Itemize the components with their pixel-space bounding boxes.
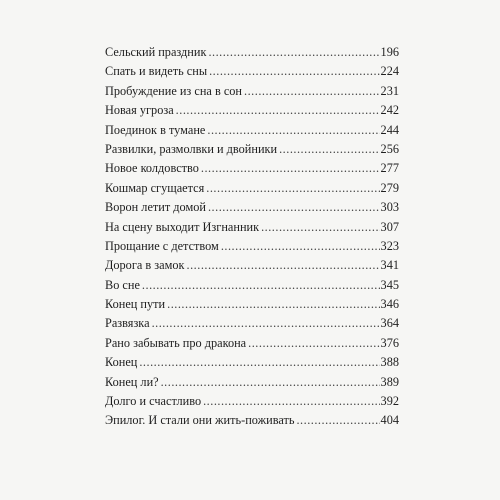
toc-entry-page: 346 [380,297,399,312]
toc-leader-dots [187,258,380,273]
toc-leader-dots [161,375,380,390]
toc-leader-dots [244,84,380,99]
toc-entry-page: 392 [380,394,399,409]
toc-leader-dots [201,161,380,176]
toc-entry [105,220,399,239]
toc-leader-dots [203,394,379,409]
toc-entry-title: Кошмар сгущается [105,180,205,195]
toc-entry [105,181,399,200]
toc-leader-dots [221,239,380,254]
toc-entry-page: 256 [380,141,399,156]
toc-entry-page: 341 [380,258,399,273]
toc-entry-page: 404 [380,413,399,428]
toc-entry-page: 389 [380,374,399,389]
toc-leader-dots [261,220,379,235]
toc-leader-dots [142,278,380,293]
table-of-contents [105,45,399,433]
toc-entry-page: 388 [380,355,399,370]
toc-entry-page: 242 [380,103,399,118]
toc-leader-dots [206,181,379,196]
toc-entry [105,394,399,413]
toc-entry-page: 196 [380,45,399,59]
toc-leader-dots [209,64,379,79]
toc-leader-dots [207,123,379,138]
toc-entry-page: 345 [380,277,399,292]
toc-entry [105,200,399,219]
toc-leader-dots [208,45,379,60]
toc-entry-title: Поединок в тумане [105,122,206,137]
toc-entry-title: Развязка [105,316,150,331]
toc-entry [105,161,399,180]
toc-entry-title: Новое колдовство [105,161,199,176]
toc-entry-title: Конец пути [105,297,166,312]
toc-entry [105,375,399,394]
toc-entry-page: 224 [380,64,399,79]
toc-entry-title: Сельский праздник [105,45,207,59]
toc-entry [105,355,399,374]
toc-leader-dots [208,200,380,215]
toc-entry [105,258,399,277]
toc-entry-title: Ворон летит домой [105,200,206,215]
toc-entry-title: Рано забывать про дракона [105,335,247,350]
toc-entry [105,336,399,355]
toc-entry [105,84,399,103]
toc-entry-title: Прощание с детством [105,238,219,253]
toc-entry-page: 376 [380,335,399,350]
toc-entry-page: 244 [380,122,399,137]
toc-leader-dots [248,336,379,351]
toc-entry-title: Новая угроза [105,103,174,118]
toc-entry-title: На сцену выходит Изгнанник [105,219,260,234]
toc-entry [105,316,399,335]
toc-entry-title: Эпилог. И стали они жить-поживать [105,413,295,428]
toc-entry-page: 279 [380,180,399,195]
toc-entry [105,64,399,83]
toc-entry-page: 277 [380,161,399,176]
toc-entry-title: Во сне [105,277,140,292]
toc-entry [105,413,399,432]
toc-leader-dots [167,297,379,312]
toc-entry-page: 231 [380,83,399,98]
toc-entry [105,45,399,64]
toc-entry [105,278,399,297]
toc-entry-page: 307 [380,219,399,234]
toc-entry-title: Конец [105,355,138,370]
toc-entry [105,142,399,161]
toc-entry-title: Конец ли? [105,374,159,389]
toc-leader-dots [152,316,380,331]
toc-entry-title: Дорога в замок [105,258,185,273]
toc-entry [105,239,399,258]
toc-entry [105,297,399,316]
toc-leader-dots [279,142,379,157]
toc-entry-title: Пробуждение из сна в сон [105,83,243,98]
toc-leader-dots [139,355,379,370]
toc-entry [105,103,399,122]
toc-entry-title: Спать и видеть сны [105,64,208,79]
toc-entry-page: 323 [380,238,399,253]
toc-entry-page: 364 [380,316,399,331]
toc-entry-title: Долго и счастливо [105,394,202,409]
toc-entry [105,123,399,142]
toc-entry-page: 303 [380,200,399,215]
toc-leader-dots [176,103,380,118]
toc-leader-dots [296,413,379,428]
toc-entry-title: Развилки, размолвки и двойники [105,141,278,156]
